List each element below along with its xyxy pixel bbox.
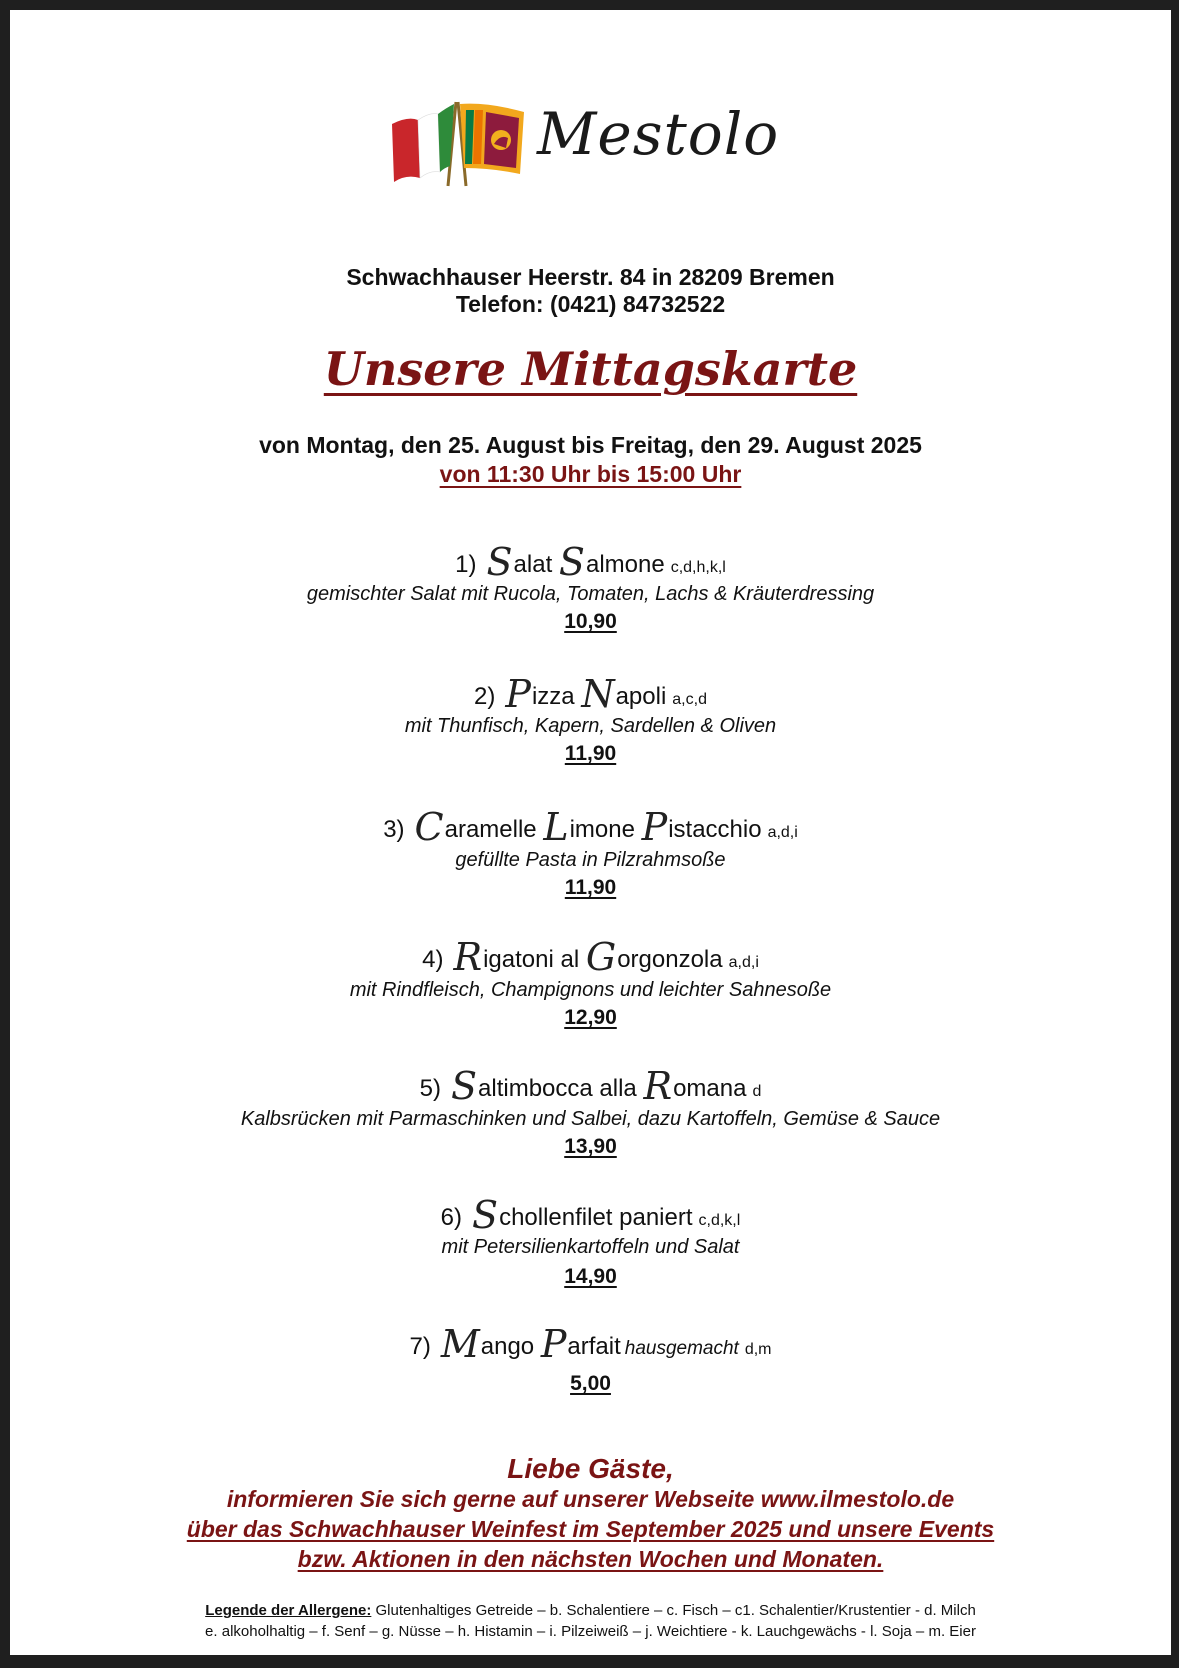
menu-item-price-text: 10,90 bbox=[564, 610, 617, 633]
menu-item-price-text: 11,90 bbox=[564, 742, 617, 765]
address-block bbox=[10, 264, 1171, 318]
menu-item-description: gefüllte Pasta in Pilzrahmsoße bbox=[455, 849, 726, 871]
menu-item-initial: S bbox=[486, 540, 513, 584]
menu-item-price-text: 5,00 bbox=[570, 1372, 611, 1395]
menu-item-word: ango bbox=[480, 1333, 535, 1360]
page-title bbox=[10, 342, 1171, 396]
italy-flag-icon bbox=[392, 104, 454, 182]
menu-item-description: mit Rindfleisch, Champignons und leichter Sahnesoße bbox=[349, 979, 832, 1001]
menu-dates: von Montag, den 25. August bis Freitag, den 29. August 2025 bbox=[259, 432, 922, 458]
menu-hours bbox=[10, 461, 1171, 488]
brand-logo-text: Mestolo bbox=[537, 100, 780, 168]
menu-page bbox=[10, 10, 1171, 1655]
allergen-legend-line-2: e. alkoholhaltig – f. Senf – g. Nüsse – h. Histamin – i. Pilzeiweiß – j. Weichtiere - k. Lauchgewächs - l. Soja – m. Eier bbox=[205, 1623, 976, 1640]
menu-item-title bbox=[10, 1193, 1171, 1237]
menu-item-allergens: d,m bbox=[744, 1341, 772, 1358]
menu-item-description: gemischter Salat mit Rucola, Tomaten, Lachs & Kräuterdressing bbox=[306, 583, 875, 605]
menu-item-note: hausgemacht bbox=[624, 1338, 739, 1359]
menu-item-allergens: d bbox=[752, 1083, 762, 1100]
menu-item-price bbox=[10, 610, 1171, 634]
menu-item-initial: M bbox=[440, 1322, 480, 1366]
menu-item-initial: R bbox=[643, 1064, 673, 1108]
menu-item-initial: C bbox=[414, 805, 444, 849]
menu-item-word: arfait bbox=[567, 1333, 621, 1360]
allergen-legend-label: Legende der Allergene: bbox=[205, 1602, 372, 1619]
menu-item-initial: S bbox=[472, 1193, 499, 1237]
menu-item-word: istacchio bbox=[668, 816, 762, 843]
menu-item-word: igatoni al bbox=[483, 946, 580, 973]
menu-item-allergens: c,d,h,k,l bbox=[670, 559, 726, 576]
menu-item-initial: G bbox=[585, 935, 617, 979]
menu-item-word: altimbocca alla bbox=[478, 1075, 637, 1102]
menu-item-allergens: a,d,i bbox=[767, 824, 798, 841]
menu-item-price bbox=[10, 1135, 1171, 1159]
menu-item-price-text: 11,90 bbox=[564, 876, 617, 899]
menu-hours-text: von 11:30 Uhr bis 15:00 Uhr bbox=[439, 461, 742, 487]
menu-item-initial: L bbox=[543, 805, 569, 849]
menu-item-description: mit Petersilienkartoffeln und Salat bbox=[441, 1236, 740, 1258]
menu-item-word: omana bbox=[673, 1075, 747, 1102]
menu-item-word: orgonzola bbox=[617, 946, 723, 973]
menu-item-price bbox=[10, 1372, 1171, 1396]
menu-item-description: Kalbsrücken mit Parmaschinken und Salbei, dazu Kartoffeln, Gemüse & Sauce bbox=[240, 1108, 941, 1130]
notice-line-2 bbox=[10, 1516, 1171, 1543]
menu-item-title bbox=[10, 1064, 1171, 1108]
menu-item-title bbox=[10, 1322, 1171, 1366]
menu-item-title bbox=[10, 805, 1171, 849]
menu-item-allergens: a,d,i bbox=[728, 954, 759, 971]
menu-item-price bbox=[10, 742, 1171, 766]
menu-item-initial: S bbox=[558, 540, 585, 584]
menu-item-number: 7) bbox=[409, 1333, 431, 1360]
address-street: Schwachhauser Heerstr. 84 in 28209 Bremen bbox=[346, 264, 835, 290]
allergen-legend-text-1: Glutenhaltiges Getreide – b. Schalentiere – c. Fisch – c1. Schalentier/Krustentier - d. Milch bbox=[375, 1602, 976, 1619]
menu-item-word: alat bbox=[513, 551, 553, 578]
allergen-legend bbox=[10, 1600, 1171, 1642]
menu-item-allergens: a,c,d bbox=[672, 691, 707, 708]
menu-item-number: 5) bbox=[419, 1075, 441, 1102]
menu-item-number: 1) bbox=[455, 551, 477, 578]
menu-item-number: 2) bbox=[474, 683, 496, 710]
menu-item-price bbox=[10, 1006, 1171, 1030]
menu-item-price-text: 14,90 bbox=[564, 1265, 617, 1288]
menu-item-initial: S bbox=[450, 1064, 478, 1108]
menu-item-word: almone bbox=[585, 551, 665, 578]
menu-item-word: apoli bbox=[615, 683, 667, 710]
menu-item-number: 3) bbox=[383, 816, 405, 843]
menu-item-description: mit Thunfisch, Kapern, Sardellen & Oliven bbox=[404, 715, 777, 737]
notice-line-1: informieren Sie sich gerne auf unserer Webseite www.ilmestolo.de bbox=[226, 1486, 955, 1512]
menu-item-title bbox=[10, 672, 1171, 716]
page-title-text: Unsere Mittagskarte bbox=[323, 342, 858, 396]
menu-item-number: 4) bbox=[422, 946, 444, 973]
menu-item-initial: P bbox=[540, 1322, 567, 1366]
menu-item-initial: P bbox=[505, 672, 531, 716]
menu-item-allergens: c,d,k,l bbox=[698, 1212, 741, 1229]
menu-item-word: chollenfilet paniert bbox=[499, 1204, 693, 1231]
menu-item-price bbox=[10, 1265, 1171, 1289]
menu-item-title bbox=[10, 935, 1171, 979]
notice-line-2-text: über das Schwachhauser Weinfest im September 2025 und unsere Events bbox=[186, 1516, 995, 1542]
menu-item-initial: R bbox=[453, 935, 483, 979]
menu-item-word: imone bbox=[569, 816, 635, 843]
menu-item-word: izza bbox=[531, 683, 575, 710]
notice-line-3 bbox=[10, 1546, 1171, 1573]
allergen-legend-line-1 bbox=[10, 1600, 1171, 1621]
sri-lanka-flag-icon bbox=[460, 104, 524, 174]
menu-item-word: aramelle bbox=[444, 816, 537, 843]
notice-greeting: Liebe Gäste, bbox=[507, 1453, 674, 1484]
menu-item-initial: N bbox=[581, 672, 615, 716]
menu-item-price-text: 12,90 bbox=[564, 1006, 617, 1029]
menu-item-price bbox=[10, 876, 1171, 900]
notice-line-3-text: bzw. Aktionen in den nächsten Wochen und Monaten. bbox=[297, 1546, 884, 1572]
menu-item-initial: P bbox=[641, 805, 668, 849]
menu-item-title bbox=[10, 540, 1171, 584]
address-phone: Telefon: (0421) 84732522 bbox=[455, 291, 726, 317]
menu-item-number: 6) bbox=[440, 1204, 463, 1231]
menu-item-price-text: 13,90 bbox=[564, 1135, 617, 1158]
crossed-flags-logo bbox=[388, 98, 528, 188]
